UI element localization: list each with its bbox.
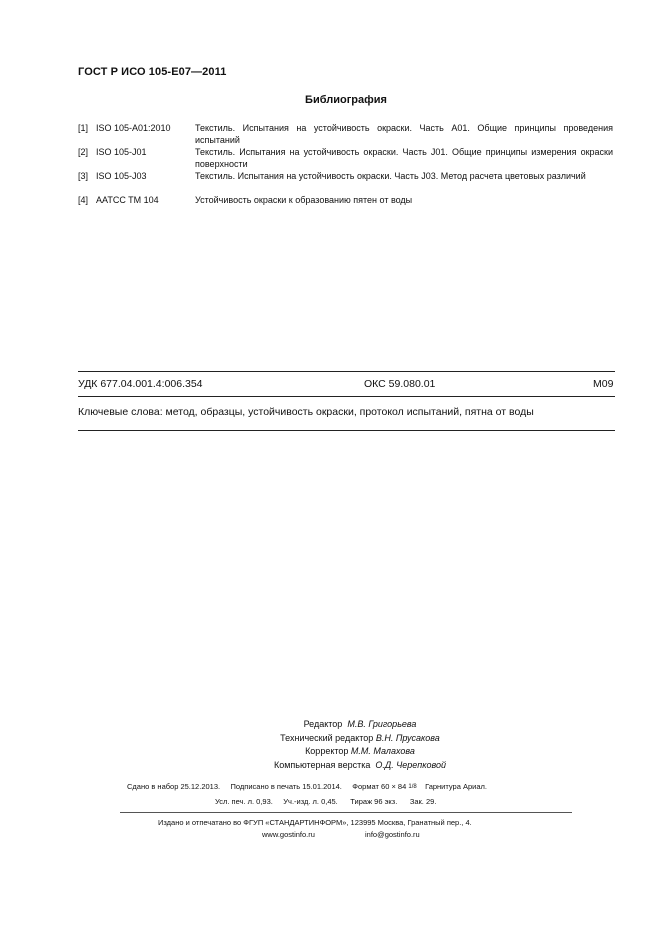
credit-person: М.В. Григорьева xyxy=(347,719,417,729)
credit-tech-editor xyxy=(210,732,510,746)
classification-code: М09 xyxy=(593,378,614,390)
ref-standard-code: ISO 105-A01:2010 xyxy=(96,123,171,133)
credit-role: Технический редактор xyxy=(280,732,374,743)
print-sign-date: Подписано в печать 15.01.2014. xyxy=(230,782,342,791)
publisher-sheets: Уч.-изд. л. 0,45. xyxy=(283,797,338,806)
credit-role: Редактор xyxy=(303,719,343,729)
typeface: Гарнитура Ариал. xyxy=(425,782,487,791)
order-number: Зак. 29. xyxy=(409,797,437,806)
imprint-line-1 xyxy=(127,782,487,791)
credit-person: О.Д. Черепковой xyxy=(375,759,447,770)
email-link[interactable]: info@gostinfo.ru xyxy=(365,830,420,839)
ref-number: [3] xyxy=(78,171,89,181)
format-fraction: 1/8 xyxy=(408,784,417,791)
ref-number: [1] xyxy=(78,123,89,133)
ref-number: [2] xyxy=(78,147,89,157)
print-run: Тираж 96 экз. xyxy=(350,797,398,806)
ref-number: [4] xyxy=(78,195,89,205)
credit-role: Компьютерная верстка xyxy=(273,759,371,770)
ref-standard-code: ISO 105-J01 xyxy=(96,147,147,157)
paper-format: Формат 60 × 84 xyxy=(352,782,407,791)
publisher-info: Издано и отпечатано во ФГУП «СТАНДАРТИНФОРМ», 123995 Москва, Гранатный пер., 4. xyxy=(158,818,472,827)
fraction-denominator: 8 xyxy=(413,784,417,791)
credit-editor xyxy=(210,718,510,732)
divider-middle xyxy=(78,396,615,397)
imprint-divider xyxy=(120,812,572,813)
bibliography-item xyxy=(0,170,661,184)
credits-block xyxy=(210,718,510,772)
ref-title: Текстиль. Испытания на устойчивость окраски. Часть J03. Метод расчета цветовых различий xyxy=(195,171,586,181)
bibliography-item xyxy=(0,122,661,145)
bibliography-item xyxy=(0,194,661,208)
imprint-line-2 xyxy=(215,797,436,806)
ref-title: Текстиль. Испытания на устойчивость окраски. Часть J01. Общие принципы измерения окраски поверхности xyxy=(195,147,613,169)
divider-top xyxy=(78,371,615,372)
credit-layout xyxy=(210,759,510,773)
divider-bottom xyxy=(78,430,615,431)
ref-title: Устойчивость окраски к образованию пятен от воды xyxy=(195,195,413,205)
website-link[interactable]: www.gostinfo.ru xyxy=(262,830,315,839)
bibliography-title: Библиография xyxy=(305,94,387,106)
credit-person: М.М. Малахова xyxy=(350,746,415,756)
typeset-date: Сдано в набор 25.12.2013. xyxy=(127,782,221,791)
document-code: ГОСТ Р ИСО 105-E07—2011 xyxy=(78,66,227,78)
credit-role: Корректор xyxy=(305,746,349,756)
bibliography-item xyxy=(0,146,661,169)
ref-standard-code: ISO 105-J03 xyxy=(96,171,147,181)
ref-standard-code: AATCC TM 104 xyxy=(96,195,159,205)
printed-sheets: Усл. печ. л. 0,93. xyxy=(215,797,273,806)
oks-code: ОКС 59.080.01 xyxy=(364,378,436,390)
fraction-numerator: 1 xyxy=(408,784,412,791)
ref-title: Текстиль. Испытания на устойчивость окраски. Часть A01. Общие принципы проведения испытаний xyxy=(195,123,613,145)
keywords: Ключевые слова: метод, образцы, устойчивость окраски, протокол испытаний, пятна от воды xyxy=(78,406,534,418)
credit-corrector xyxy=(210,745,510,759)
credit-person: В.Н. Прусакова xyxy=(375,732,440,743)
udk-code: УДК 677.04.001.4:006.354 xyxy=(78,378,203,390)
